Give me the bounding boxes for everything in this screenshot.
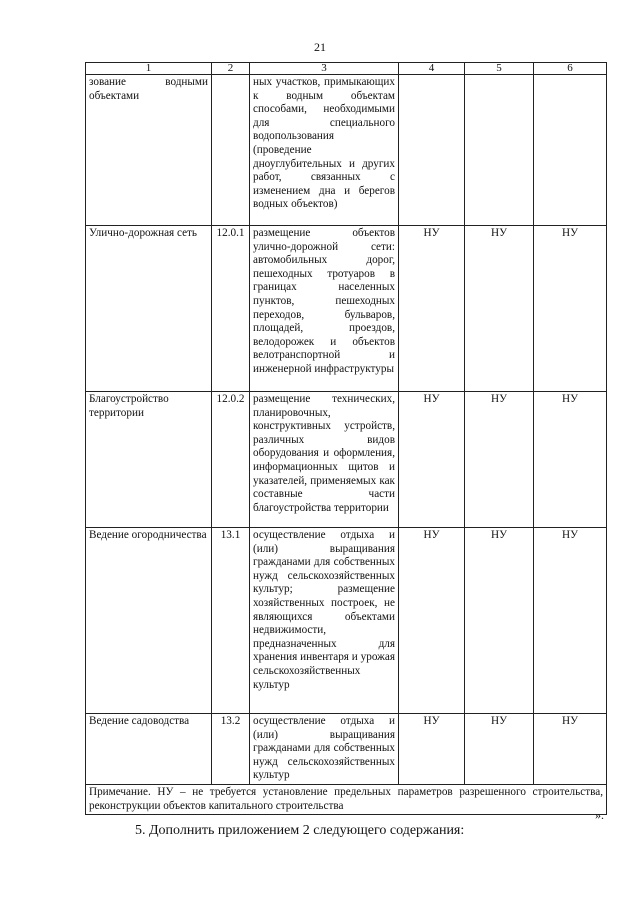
use-type-description: размещение объектов улично-дорожной сети: автомобильных дорог, пешеходных тротуаров в границах населенных пунктов, пешеходных переходов, бульваров, площадей, проездов, велодорожек и объектов велотранспортной и инженерной инфраструктуры — [250, 226, 399, 392]
table-note: Примечание. НУ – не требуется установление предельных параметров разрешенного строительства, реконструкции объектов капитального строительства — [86, 784, 607, 814]
table-row — [86, 714, 607, 785]
use-type-code — [212, 75, 250, 226]
use-type-description: размещение технических, планировочных, конструктивных устройств, различных видов оборудования и оформления, информационных щитов и указателей, применяемых как составные части благоустройства территории — [250, 392, 399, 528]
use-type-name: Благоустройство территории — [86, 392, 212, 528]
param-cell: НУ — [465, 392, 534, 528]
note-row — [86, 784, 607, 814]
use-type-code: 13.1 — [212, 528, 250, 714]
param-cell: НУ — [465, 226, 534, 392]
header-row — [86, 63, 607, 75]
param-cell: НУ — [534, 226, 607, 392]
closing-quote: ». — [595, 808, 604, 822]
param-cell: НУ — [399, 528, 465, 714]
column-header: 3 — [250, 63, 399, 75]
use-type-name: Ведение садоводства — [86, 714, 212, 785]
use-type-code: 12.0.1 — [212, 226, 250, 392]
land-use-table — [85, 62, 607, 815]
column-header: 5 — [465, 63, 534, 75]
use-type-name: зование водными объектами — [86, 75, 212, 226]
param-cell: НУ — [465, 528, 534, 714]
param-cell: НУ — [534, 392, 607, 528]
column-header: 4 — [399, 63, 465, 75]
use-type-description: осуществление отдыха и (или) выращивания гражданами для собственных нужд сельскохозяйственных культур; размещение хозяйственных построек, не являющихся объектами недвижимости, предназначенных для хранения инвентаря и урожая сельскохозяйственных культур — [250, 528, 399, 714]
column-header: 6 — [534, 63, 607, 75]
append-instruction: 5. Дополнить приложением 2 следующего содержания: — [135, 823, 465, 838]
use-type-name: Ведение огородничества — [86, 528, 212, 714]
use-type-description: ных участков, примыкающих к водным объектам способами, необходимыми для специального водопользования (проведение дноуглубительных и других работ, связанных с изменением дна и берегов водных объектов) — [250, 75, 399, 226]
use-type-name: Улично-дорожная сеть — [86, 226, 212, 392]
table-row — [86, 226, 607, 392]
param-cell: НУ — [399, 226, 465, 392]
param-cell: НУ — [534, 528, 607, 714]
use-type-description: осуществление отдыха и (или) выращивания гражданами для собственных нужд сельскохозяйственных культур — [250, 714, 399, 785]
use-type-code: 12.0.2 — [212, 392, 250, 528]
column-header: 2 — [212, 63, 250, 75]
param-cell — [465, 75, 534, 226]
use-type-code: 13.2 — [212, 714, 250, 785]
page-number: 21 — [314, 40, 326, 54]
param-cell: НУ — [399, 392, 465, 528]
column-header: 1 — [86, 63, 212, 75]
table-row — [86, 528, 607, 714]
param-cell: НУ — [465, 714, 534, 785]
table-row — [86, 392, 607, 528]
param-cell — [399, 75, 465, 226]
param-cell: НУ — [399, 714, 465, 785]
table-row — [86, 75, 607, 226]
param-cell: НУ — [534, 714, 607, 785]
param-cell — [534, 75, 607, 226]
